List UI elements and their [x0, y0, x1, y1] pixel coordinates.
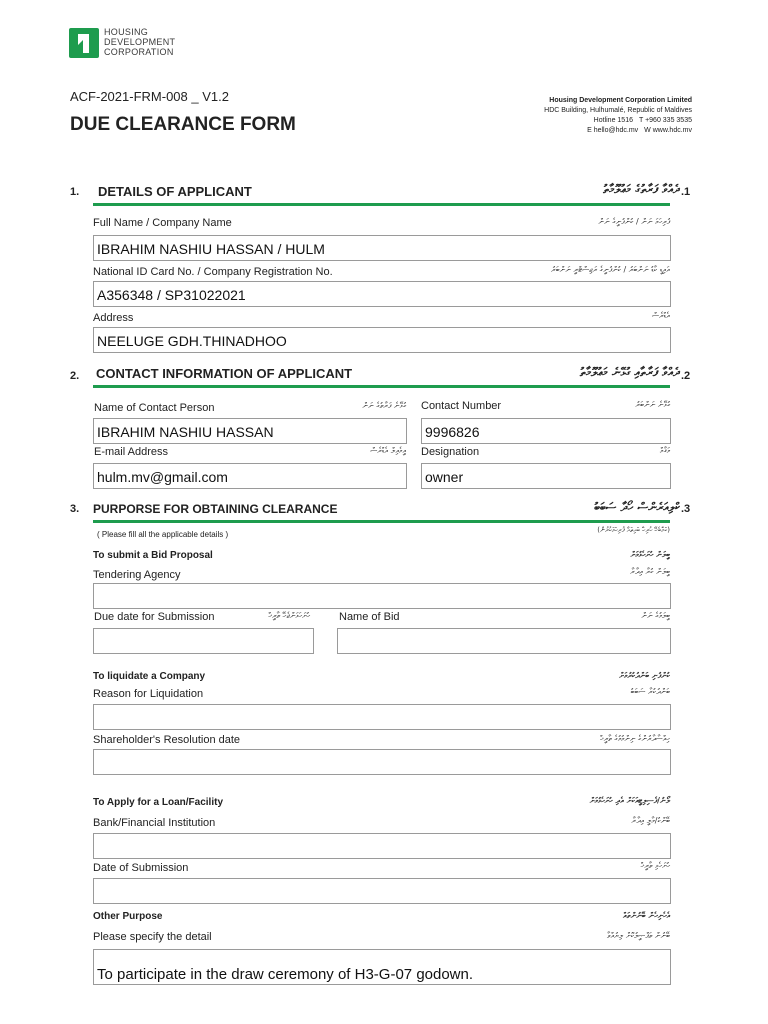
full-name-label: Full Name / Company Name: [93, 217, 232, 229]
liquidation-reason-label: Reason for Liquidation: [93, 688, 204, 700]
designation-label-dhivehi: މަޤާމް: [659, 446, 670, 455]
liquidate-heading-dhivehi: ކުންފުނި ބަންދުކުރުމަށް: [619, 671, 670, 680]
company-phone: T +960 335 3535: [638, 117, 692, 124]
contact-person-label: Name of Contact Person: [94, 402, 215, 414]
company-web-line: [544, 126, 692, 136]
loan-heading: To Apply for a Loan/Facility: [93, 797, 224, 808]
designation-label: Designation: [421, 446, 480, 458]
contact-number-label-dhivehi: ގުޅޭނެ ނަންބަރު: [635, 400, 670, 409]
liquidation-reason-field[interactable]: [93, 704, 671, 730]
address-label: Address: [93, 312, 134, 324]
other-detail-label: Please specify the detail: [93, 931, 212, 943]
company-website: W www.hdc.mv: [644, 127, 692, 134]
section-3-title-dhivehi: ކްލިއަރެންސް ހޯދާ ސަބަބު: [594, 500, 680, 514]
logo-wordmark: [104, 27, 175, 57]
due-date-label-dhivehi: ހުށަހަޅަންޖެހޭ ތާރީޚް: [268, 611, 310, 620]
full-name-label-dhivehi: ފުރިހަމަ ނަން / ކުންފުނީގެ ނަން: [598, 217, 670, 226]
submission-date-label-dhivehi: ހުށަހެޅި ތާރީޚް: [640, 861, 670, 870]
section-1-number-right: .1: [681, 186, 691, 198]
tendering-agency-label: Tendering Agency: [93, 569, 181, 581]
contact-number-field[interactable]: 9996826: [421, 418, 671, 444]
contact-person-label-dhivehi: ގުޅޭނެ ފަރާތުގެ ނަން: [362, 401, 406, 410]
section-1-title-dhivehi: ދެއްވާ ފަރާތުގެ މަޢުލޫމާތު: [603, 182, 680, 196]
other-detail-field[interactable]: To participate in the draw ceremony of H3-G-07 godown.: [93, 949, 671, 985]
address-label-dhivehi: އެޑްރެސް: [651, 311, 670, 320]
bank-label: Bank/Financial Institution: [93, 817, 216, 829]
bid-heading: To submit a Bid Proposal: [93, 550, 213, 561]
bid-name-field[interactable]: [337, 628, 671, 654]
address-field[interactable]: NEELUGE GDH.THINADHOO: [93, 327, 671, 353]
section-1-rule: [93, 203, 670, 206]
due-date-field[interactable]: [93, 628, 314, 654]
contact-person-field[interactable]: IBRAHIM NASHIU HASSAN: [93, 418, 407, 444]
submission-date-field[interactable]: [93, 878, 671, 904]
form-title: DUE CLEARANCE FORM: [70, 114, 296, 135]
other-detail-label-dhivehi: ބޭނުން ތަފްޞީލުކޮށް ލިޔުއްވާ: [606, 931, 670, 940]
other-purpose-heading: Other Purpose: [93, 911, 163, 922]
fill-instructions: ( Please fill all the applicable details ): [97, 530, 229, 539]
company-name: Housing Development Corporation Limited: [549, 97, 692, 104]
logo-line-3: CORPORATION: [104, 47, 174, 57]
liquidation-reason-label-dhivehi: ބަންދުކުރާ ސަބަބު: [630, 687, 670, 696]
logo-line-1: HOUSING: [104, 27, 149, 37]
section-1-title: DETAILS OF APPLICANT: [98, 184, 252, 199]
company-hotline: Hotline 1516: [593, 117, 633, 124]
bid-name-label-dhivehi: ބީލަމުގެ ނަން: [641, 611, 670, 620]
email-label-dhivehi: އީމެއިލް އެޑްރެސް: [370, 446, 406, 455]
section-1-number: 1.: [70, 186, 80, 198]
designation-field[interactable]: owner: [421, 463, 671, 489]
section-2-number-right: .2: [681, 370, 691, 382]
tendering-agency-field[interactable]: [93, 583, 671, 609]
liquidate-heading: To liquidate a Company: [93, 671, 206, 682]
form-code: ACF-2021-FRM-008 _ V1.2: [70, 89, 229, 104]
section-3-rule: [93, 520, 670, 523]
company-contact-line: [544, 116, 692, 126]
loan-heading-dhivehi: ލޯނު/ފެސިލިޓީއަކަށް އެދި ހުށަހެޅުމަށް: [589, 796, 670, 805]
company-email: E hello@hdc.mv: [587, 127, 639, 134]
resolution-date-field[interactable]: [93, 749, 671, 775]
full-name-field[interactable]: IBRAHIM NASHIU HASSAN / HULM: [93, 235, 671, 261]
section-2-rule: [93, 385, 670, 388]
company-address: HDC Building, Hulhumalé, Republic of Maldives: [544, 107, 692, 114]
resolution-date-label: Shareholder's Resolution date: [93, 734, 241, 746]
fill-instructions-dhivehi: (ކަމާބެހޭ ހުރިހާ ބައިތައް ފުރިހަމަކުރުން): [597, 526, 670, 534]
resolution-date-label-dhivehi: ހިއްސާދާރުންގެ ނިންމުމުގެ ތާރީޚް: [599, 734, 670, 743]
email-field[interactable]: hulm.mv@gmail.com: [93, 463, 407, 489]
bank-field[interactable]: [93, 833, 671, 859]
section-2-number: 2.: [70, 370, 80, 382]
bid-heading-dhivehi: ބީލަން ހުށަހެޅުމަށް: [630, 550, 670, 559]
id-field[interactable]: A356348 / SP31022021: [93, 281, 671, 307]
section-3-number: 3.: [70, 503, 80, 515]
bid-name-label: Name of Bid: [339, 611, 400, 623]
submission-date-label: Date of Submission: [93, 862, 189, 874]
id-label-dhivehi: އައިޑީ ކާޑު ނަންބަރު / ކުންފުނީގެ ރަޖިސްޓްރީ ނަންބަރު: [551, 265, 670, 274]
due-date-label: Due date for Submission: [94, 611, 215, 623]
company-info: [544, 96, 692, 136]
logo-line-2: DEVELOPMENT: [104, 37, 176, 47]
hdc-logo-icon: [69, 28, 99, 58]
id-label: National ID Card No. / Company Registration No.: [93, 266, 333, 278]
section-3-title: PURPORSE FOR OBTAINING CLEARANCE: [93, 502, 338, 516]
contact-number-label: Contact Number: [421, 400, 502, 412]
other-purpose-heading-dhivehi: އެހެނިހެން ބޭނުންތައް: [623, 911, 670, 920]
email-label: E-mail Address: [94, 446, 168, 458]
section-2-title: CONTACT INFORMATION OF APPLICANT: [96, 366, 353, 381]
section-2-title-dhivehi: ދެއްވާ ފަރާތާއި ގުޅޭނެ މަޢުލޫމާތު: [579, 365, 680, 379]
tendering-agency-label-dhivehi: ބީލަން ކުރާ އިދާރާ: [630, 567, 670, 576]
bank-label-dhivehi: ބޭންކު/މާލީ އިދާރާ: [631, 816, 670, 825]
section-3-number-right: .3: [681, 503, 691, 515]
